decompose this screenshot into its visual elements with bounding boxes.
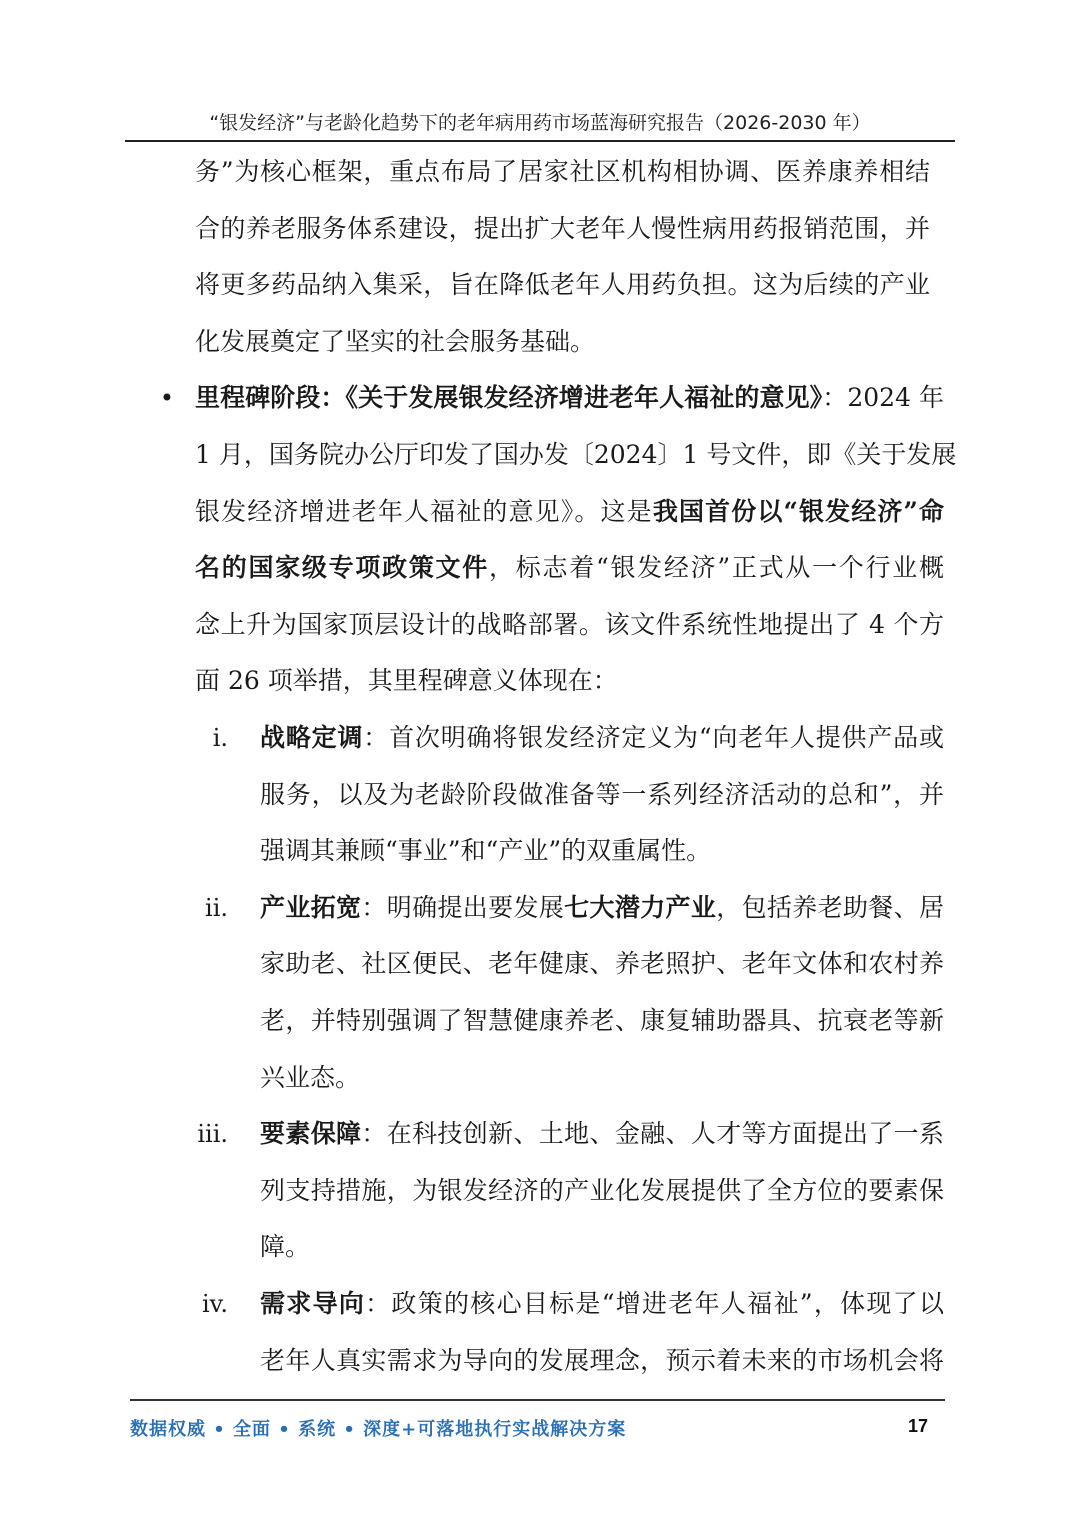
text: 老，并特别强调了智慧健康养老、康复辅助器具、抗衰老等新 [260,1006,944,1035]
text-line [260,831,944,871]
text: 兴业态。 [260,1062,361,1092]
bold-text: 名的国家级专项政策文件 [195,553,490,583]
bold-text: 里程碑阶段：《关于发展银发经济增进老年人福祉的意见》 [195,383,823,413]
text: 服务，以及为老龄阶段做准备等一系列经济活动的总和”，并 [260,779,944,809]
list-marker: iii. [197,1120,228,1149]
bold-text: 要素保障 [260,1119,362,1149]
text: ：首次明确将银发经济定义为“向老年人提供产品或 [363,723,944,752]
text-line [195,492,944,532]
text-line [195,661,944,701]
header-divider [125,140,955,142]
bold-text: 战略定调 [260,723,364,752]
bold-text: 我国首份以“银发经济”命 [652,496,944,526]
text-line [195,152,930,192]
text-line [260,944,944,984]
text-line [195,435,957,475]
text: 化发展奠定了坚实的社会服务基础。 [195,326,596,356]
text: ，标志着“银发经济”正式从一个行业概 [489,553,944,583]
bold-text: 产业拓宽 [260,892,362,922]
text-line [260,888,944,928]
list-marker: • [159,384,174,413]
list-marker: iv. [201,1290,228,1318]
text: ：明确提出要发展 [361,892,565,922]
list-marker: i. [212,724,228,752]
text-line [260,1114,944,1154]
text-line [260,1058,944,1098]
footer-slogan: 数据权威 • 全面 • 系统 • 深度+可落地执行实战解决方案 [130,1419,627,1440]
text: ：2024 年 [822,383,944,413]
text-line [195,378,944,418]
text: 1 月，国务院办公厅印发了国办发〔2024〕1 号文件，即《关于发展 [195,440,957,469]
text-line [260,1001,944,1041]
text: ：政策的核心目标是“增进老年人福祉”，体现了以 [365,1289,944,1318]
text: 面 26 项举措，其里程碑意义体现在： [195,666,618,696]
text: 念上升为国家顶层设计的战略部署。该文件系统性地提出了 4 个方 [195,609,944,639]
text: 将更多药品纳入集采，旨在降低老年人用药负担。这为后续的产业 [195,270,930,300]
text-line [260,1284,944,1324]
page-number: 17 [908,1416,929,1436]
footer-divider [130,1399,945,1401]
text: 银发经济增进老年人福祉的意见》。这是 [195,496,653,526]
text: 列支持措施，为银发经济的产业化发展提供了全方位的要素保 [260,1175,944,1205]
text-line [195,209,930,249]
text-line [195,322,930,362]
text: ，包括养老助餐、居 [716,892,944,922]
text: 老年人真实需求为导向的发展理念，预示着未来的市场机会将 [260,1345,944,1375]
bold-text: 需求导向 [260,1289,366,1318]
text-line [260,1227,944,1267]
text-line [260,1341,944,1381]
text-line [195,265,930,305]
text-line [195,605,944,645]
text-line [260,1171,944,1211]
text-line [195,548,944,588]
bold-text: 七大潜力产业 [564,892,717,922]
list-marker: ii. [205,893,228,922]
running-header: “银发经济”与老龄化趋势下的老年病用药市场蓝海研究报告（2026-2030 年） [209,112,871,134]
text-line [260,775,944,815]
text: 障。 [260,1232,311,1262]
text: 强调其兼顾“事业”和“产业”的双重属性。 [260,836,712,866]
text: 务”为核心框架，重点布局了居家社区机构相协调、医养康养相结 [195,157,930,186]
text: ：在科技创新、土地、金融、人才等方面提出了一系 [361,1119,944,1149]
text-line [260,718,944,758]
text: 家助老、社区便民、老年健康、养老照护、老年文体和农村养 [260,949,944,979]
text: 合的养老服务体系建设，提出扩大老年人慢性病用药报销范围，并 [195,213,930,243]
